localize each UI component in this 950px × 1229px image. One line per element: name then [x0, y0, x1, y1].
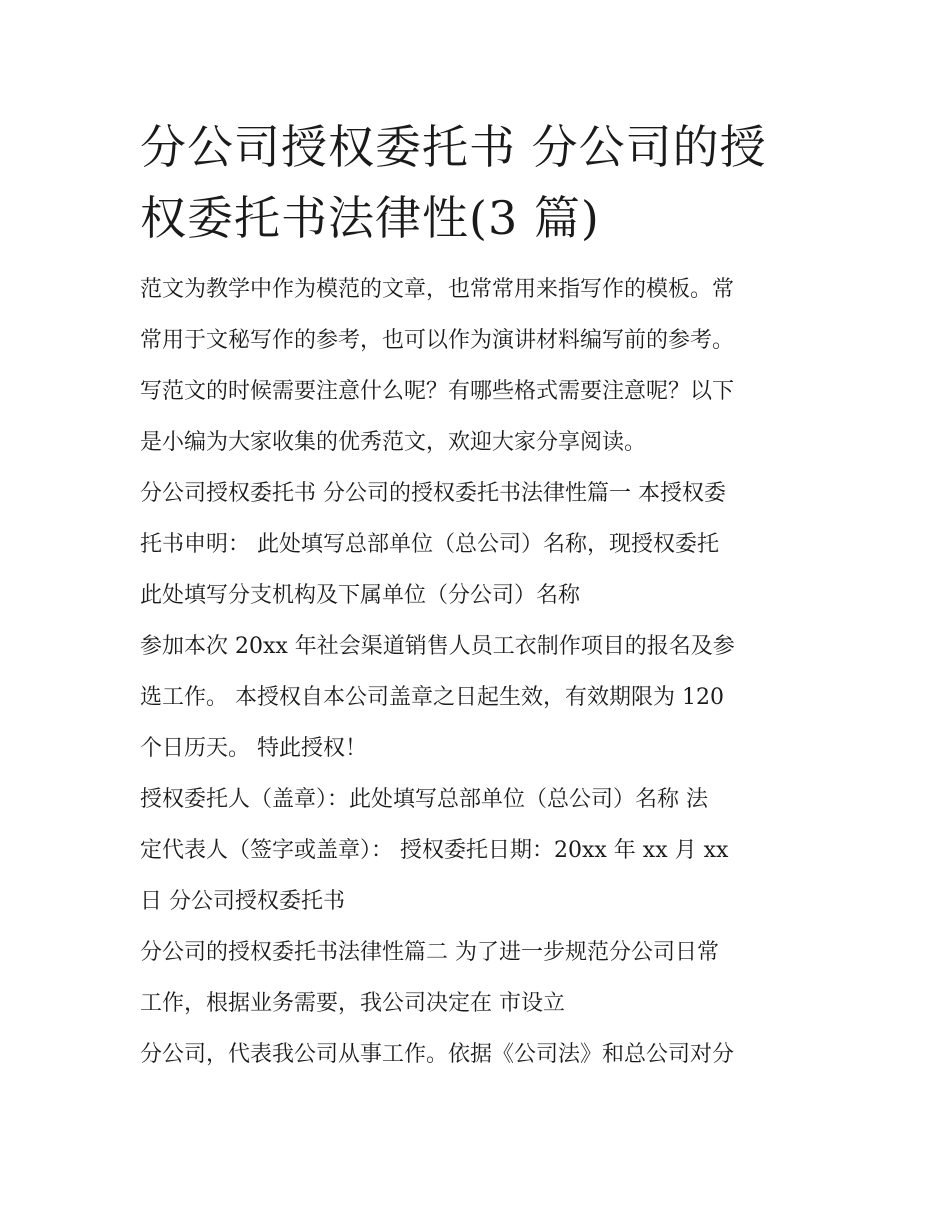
paragraph-line: 工作，根据业务需要，我公司决定在 市设立: [140, 991, 565, 1016]
paragraph-line: 选工作。 本授权自本公司盖章之日起生效，有效期限为 120: [140, 685, 724, 710]
paragraph-line: 分公司授权委托书 分公司的授权委托书法律性篇一 本授权委: [140, 481, 726, 506]
paragraph-line: 写范文的时候需要注意什么呢？有哪些格式需要注意呢？以下: [140, 379, 735, 404]
paragraph-line: 常用于文秘写作的参考，也可以作为演讲材料编写前的参考。: [140, 328, 735, 353]
title-line: 权委托书法律性(3 篇): [140, 191, 600, 245]
document-body: [140, 264, 820, 1080]
paragraph-line: 个日历天。 特此授权！: [140, 736, 367, 761]
paragraph-line: 分公司，代表我公司从事工作。依据《公司法》和总公司对分: [140, 1042, 735, 1067]
paragraph-line: 授权委托人（盖章）：此处填写总部单位（总公司）名称 法: [140, 787, 708, 812]
paragraph-line: 是小编为大家收集的优秀范文，欢迎大家分享阅读。: [140, 430, 647, 455]
document-content: [140, 112, 820, 1080]
paragraph-line: 定代表人（签字或盖章）： 授权委托日期：20xx 年 xx 月 xx: [140, 838, 729, 863]
paragraph-line: 分公司的授权委托书法律性篇二 为了进一步规范分公司日常: [140, 940, 719, 965]
paragraph-line: 参加本次 20xx 年社会渠道销售人员工衣制作项目的报名及参: [140, 634, 735, 659]
paragraph-line: 范文为教学中作为模范的文章，也常常用来指写作的模板。常: [140, 277, 735, 302]
document-title: [140, 112, 820, 254]
paragraph-line: 托书申明： 此处填写总部单位（总公司）名称，现授权委托: [140, 532, 719, 557]
paragraph-line: 日 分公司授权委托书: [140, 889, 345, 914]
title-line: 分公司授权委托书 分公司的授: [140, 120, 767, 174]
paragraph-line: 此处填写分支机构及下属单位（分公司）名称: [140, 583, 581, 608]
